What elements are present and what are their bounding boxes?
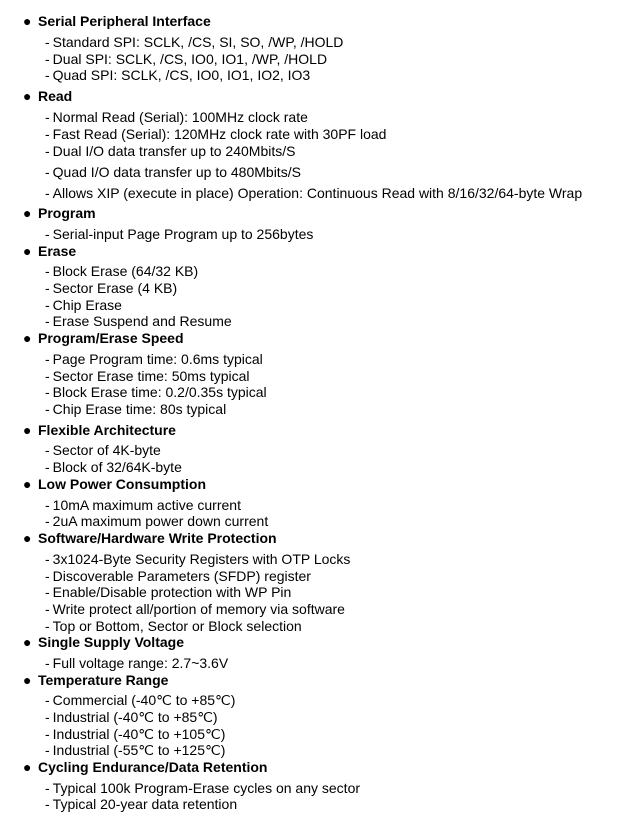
bullet-icon: ● [23,205,32,221]
list-item: - Chip Erase [45,297,122,313]
list-item: - Serial-input Page Program up to 256bytes [45,226,314,242]
section-heading-low-power [23,476,206,493]
bullet-icon: ● [23,634,32,650]
section-title: Software/Hardware Write Protection [38,530,277,546]
list-item: - Industrial (-40℃ to +105℃) [45,726,226,742]
list-item: - Dual I/O data transfer up to 240Mbits/S [45,143,296,159]
section-title: Flexible Architecture [38,422,176,438]
section-title: Erase [38,243,77,259]
list-item: - Discoverable Parameters (SFDP) register [45,568,311,584]
bullet-icon: ● [23,476,32,492]
list-item: - 10mA maximum active current [45,497,241,513]
list-item: - Quad I/O data transfer up to 480Mbits/S [45,164,301,180]
list-item: - Sector Erase (4 KB) [45,280,178,296]
list-item: - Quad SPI: SCLK, /CS, IO0, IO1, IO2, IO3 [45,67,311,83]
section-heading-spi [23,13,211,30]
section-title: Program [38,205,96,221]
section-heading-write-protection [23,530,277,547]
list-item: - 3x1024-Byte Security Registers with OTP Locks [45,551,351,567]
section-heading-read [23,88,72,105]
bullet-icon: ● [23,88,32,104]
list-item: - Block Erase time: 0.2/0.35s typical [45,384,267,400]
bullet-icon: ● [23,13,32,29]
section-heading-supply-voltage [23,634,184,651]
section-heading-flexible-architecture [23,422,176,439]
section-heading-temperature-range [23,672,168,689]
list-item: - Block of 32/64K-byte [45,459,182,475]
section-title: Single Supply Voltage [38,634,184,650]
section-title: Program/Erase Speed [38,330,184,346]
bullet-icon: ● [23,330,32,346]
list-item: - Industrial (-55℃ to +125℃) [45,742,226,758]
list-item: - Dual SPI: SCLK, /CS, IO0, IO1, /WP, /HOLD [45,51,328,67]
list-item: - Industrial (-40℃ to +85℃) [45,709,218,725]
list-item: - Sector Erase time: 50ms typical [45,368,250,384]
bullet-icon: ● [23,759,32,775]
section-heading-program [23,205,96,222]
list-item: - Erase Suspend and Resume [45,313,232,329]
section-heading-erase [23,243,76,260]
list-item: - Fast Read (Serial): 120MHz clock rate with 30PF load [45,126,387,142]
list-item: - Page Program time: 0.6ms typical [45,351,263,367]
list-item: - Write protect all/portion of memory via software [45,601,345,617]
list-item: - Enable/Disable protection with WP Pin [45,584,292,600]
list-item: - Standard SPI: SCLK, /CS, SI, SO, /WP, /HOLD [45,34,344,50]
section-title: Cycling Endurance/Data Retention [38,759,268,775]
list-item: - Allows XIP (execute in place) Operation: Continuous Read with 8/16/32/64-byte Wrap [45,185,583,201]
bullet-icon: ● [23,422,32,438]
list-item: - Block Erase (64/32 KB) [45,263,199,279]
bullet-icon: ● [23,672,32,688]
section-heading-endurance-retention [23,759,267,776]
list-item: - Normal Read (Serial): 100MHz clock rate [45,109,308,125]
list-item: - 2uA maximum power down current [45,513,269,529]
bullet-icon: ● [23,243,32,259]
section-title: Serial Peripheral Interface [38,13,211,29]
list-item: - Chip Erase time: 80s typical [45,401,227,417]
list-item: - Full voltage range: 2.7~3.6V [45,655,229,671]
list-item: - Commercial (-40℃ to +85℃) [45,692,236,708]
list-item: - Sector of 4K-byte [45,442,161,458]
bullet-icon: ● [23,530,32,546]
section-title: Temperature Range [38,672,169,688]
list-item: - Top or Bottom, Sector or Block selection [45,618,302,634]
list-item: - Typical 20-year data retention [45,796,238,812]
section-heading-program-erase-speed [23,330,184,347]
section-title: Read [38,88,73,104]
section-title: Low Power Consumption [38,476,206,492]
list-item: - Typical 100k Program-Erase cycles on any sector [45,780,361,796]
